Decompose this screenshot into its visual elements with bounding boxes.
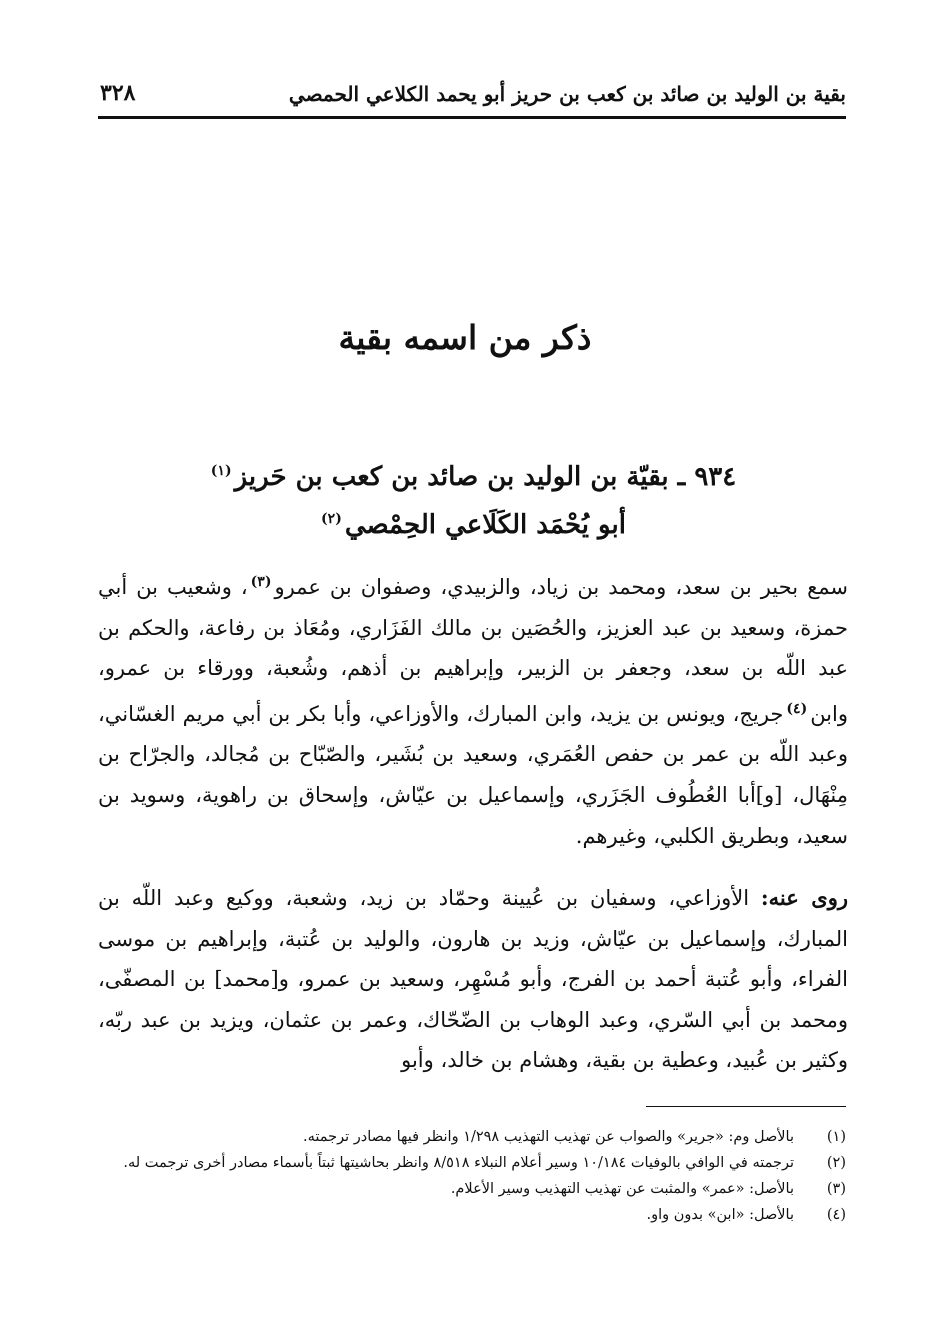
running-title: بقية بن الوليد بن صائد بن كعب بن حريز أبو يحمد الكلاعي الحمصي	[288, 82, 846, 106]
footnote-text: بالأصل: «عمر» والمثبت عن تهذيب التهذيب وسير الأعلام.	[450, 1181, 794, 1197]
footnote-number: (١)	[826, 1129, 846, 1145]
bio-lead-label: روى عنه:	[760, 885, 848, 910]
footnote-divider	[646, 1106, 846, 1107]
footnote-number: (٢)	[826, 1155, 846, 1171]
footnote-ref-4: (٤)	[786, 700, 808, 717]
entry-heading-text-2: أبو يُحْمَد الكَلَاعي الحِمْصي	[344, 510, 626, 540]
footnote-number: (٤)	[826, 1207, 846, 1223]
bio-text-part-2: ، وشعيب بن أبي حمزة، وسعيد بن عبد العزيز، والحُصَين بن مالك الفَزَاري، ومُعَاذ بن رفاعة، والحكم بن عبد اللّه بن سعد، وجعفر بن الزبير، وإبراهيم بن أذهم، وشُعبة، وورقاء بن عمرو، وابن	[98, 575, 848, 726]
bio-paragraph-teachers	[98, 562, 848, 856]
bio-students-text: الأوزاعي، وسفيان بن عُيينة وحمّاد بن زيد، وشعبة، ووكيع وعبد اللّه بن المبارك، وإسماعيل بن عيّاش، وزيد بن هارون، والوليد بن عُتبة، وإبراهيم بن موسى الفراء، وأبو عُتبة أحمد بن الفرج، وأبو مُسْهِر، وسعيد بن عمرو، و[محمد] بن المصفّى، ومحمد بن أبي السّري، وعبد الوهاب بن الضّحّاك، وعمر بن عثمان، ويزيد بن عبد ربّه، وكثير بن عُبيد، وعطية بن بقية، وهشام بن خالد، وأبو	[98, 886, 848, 1073]
running-header	[98, 76, 846, 119]
footnote-ref-3: (٣)	[250, 574, 272, 590]
section-title: ذكر من اسمه بقية	[338, 318, 592, 357]
entry-heading-text-1: ٩٣٤ ـ بقيّة بن الوليد بن صائد بن كعب بن حَريز	[234, 462, 737, 492]
page-number: ٣٢٨	[100, 80, 136, 106]
footnote-item	[98, 1202, 846, 1228]
footnote-text: بالأصل وم: «جرير» والصواب عن تهذيب التهذيب ١/٢٩٨ وانظر فيها مصادر ترجمته.	[303, 1129, 794, 1145]
bio-paragraph-students	[98, 878, 848, 1081]
footnote-item	[98, 1150, 846, 1176]
footnote-text: بالأصل: «ابن» بدون واو.	[646, 1207, 794, 1223]
footnote-number: (٣)	[826, 1181, 846, 1197]
footnote-text: ترجمته في الوافي بالوفيات ١٠/١٨٤ وسير أعلام النبلاء ٨/٥١٨ وانظر بحاشيتها ثبتاً بأسماء مصادر أخرى ترجمت له.	[123, 1155, 794, 1171]
entry-heading-line-2	[98, 510, 846, 540]
footnote-item	[98, 1124, 846, 1150]
footnote-ref-2: (٢)	[321, 511, 342, 528]
footnote-ref-1: (١)	[210, 463, 232, 480]
footnotes	[98, 1124, 846, 1228]
bio-text-part-3: جريج، ويونس بن يزيد، وابن المبارك، والأوزاعي، وأبا بكر بن أبي مريم الغسّاني، وعبد اللّه بن عمر بن حفص العُمَري، وسعيد بن بُشَير، والصّبّاح بن مُجالد، والجرّاح بن مِنْهَال، [و]أبا العُطُوف الجَزَري، وإسماعيل بن عيّاش، وإسحاق بن راهوية، وسويد بن سعيد، وبطريق الكلبي، وغيرهم.	[98, 701, 848, 848]
footnote-item	[98, 1176, 846, 1202]
bio-text-part-1: سمع بحير بن سعد، ومحمد بن زياد، والزبيدي، وصفوان بن عمرو	[274, 575, 848, 599]
entry-heading-line-1	[98, 462, 846, 492]
